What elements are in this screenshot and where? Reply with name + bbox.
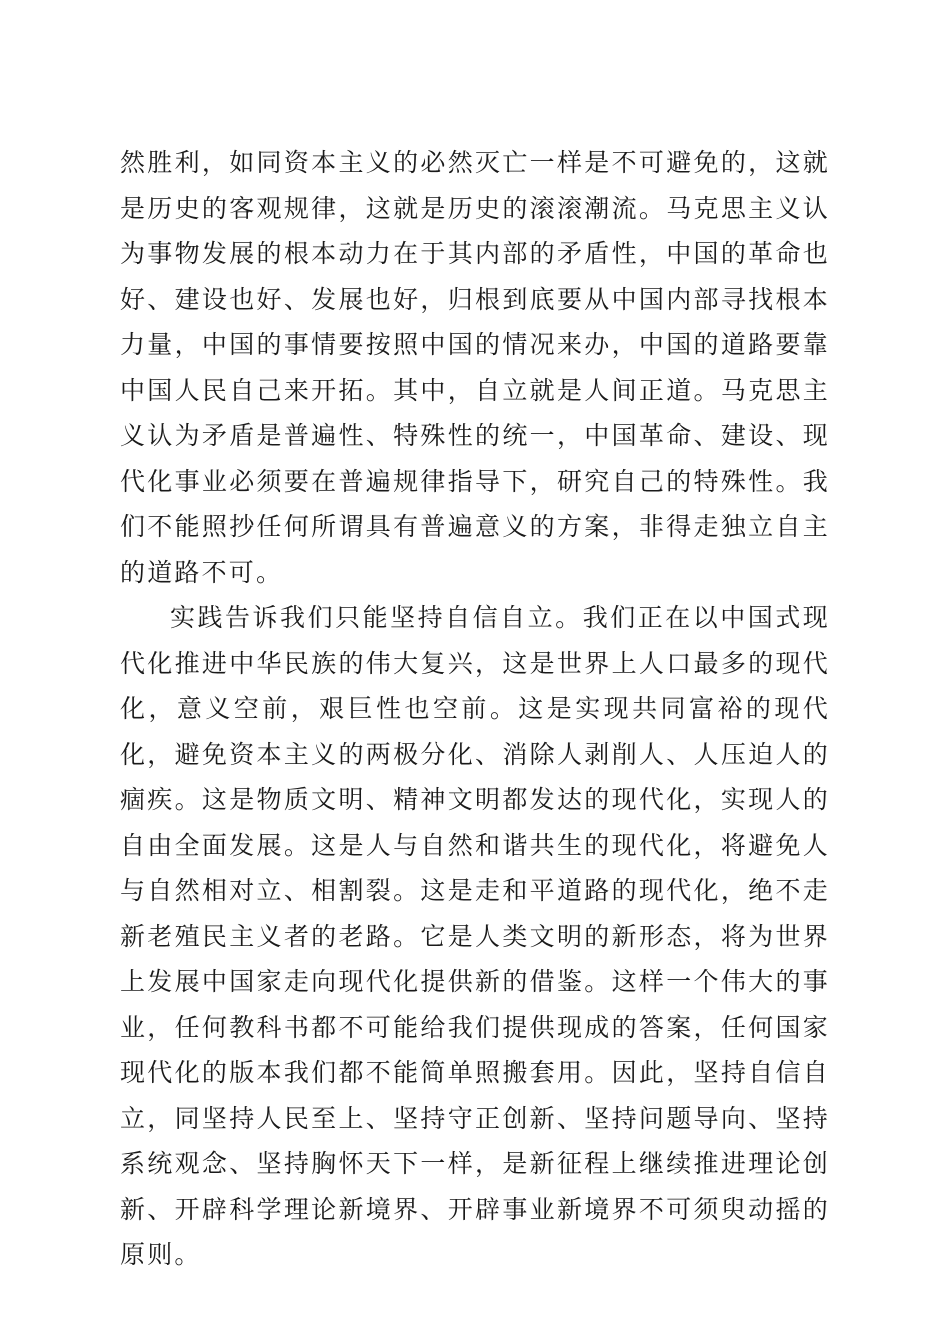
paragraph-continuation: 然胜利，如同资本主义的必然灭亡一样是不可避免的，这就是历史的客观规律，这就是历史的滚滚潮流。马克思主义认为事物发展的根本动力在于其内部的矛盾性，中国的革命也好、建设也好、发展也好，归根到底要从中国内部寻找根本力量，中国的事情要按照中国的情况来办，中国的道路要靠中国人民自己来开拓。其中，自立就是人间正道。马克思主义认为矛盾是普遍性、特殊性的统一，中国革命、建设、现代化事业必须要在普遍规律指导下，研究自己的特殊性。我们不能照抄任何所谓具有普遍意义的方案，非得走独立自主的道路不可。	[120, 148, 830, 587]
document-body	[120, 140, 830, 1278]
paragraph-practice: 实践告诉我们只能坚持自信自立。我们正在以中国式现代化推进中华民族的伟大复兴，这是世界上人口最多的现代化，意义空前，艰巨性也空前。这是实现共同富裕的现代化，避免资本主义的两极分化、消除人剥削人、人压迫人的痼疾。这是物质文明、精神文明都发达的现代化，实现人的自由全面发展。这是人与自然和谐共生的现代化，将避免人与自然相对立、相割裂。这是走和平道路的现代化，绝不走新老殖民主义者的老路。它是人类文明的新形态，将为世界上发展中国家走向现代化提供新的借鉴。这样一个伟大的事业，任何教科书都不可能给我们提供现成的答案，任何国家现代化的版本我们都不能简单照搬套用。因此，坚持自信自立，同坚持人民至上、坚持守正创新、坚持问题导向、坚持系统观念、坚持胸怀天下一样，是新征程上继续推进理论创新、开辟科学理论新境界、开辟事业新境界不可须臾动摇的原则。	[120, 603, 830, 1269]
